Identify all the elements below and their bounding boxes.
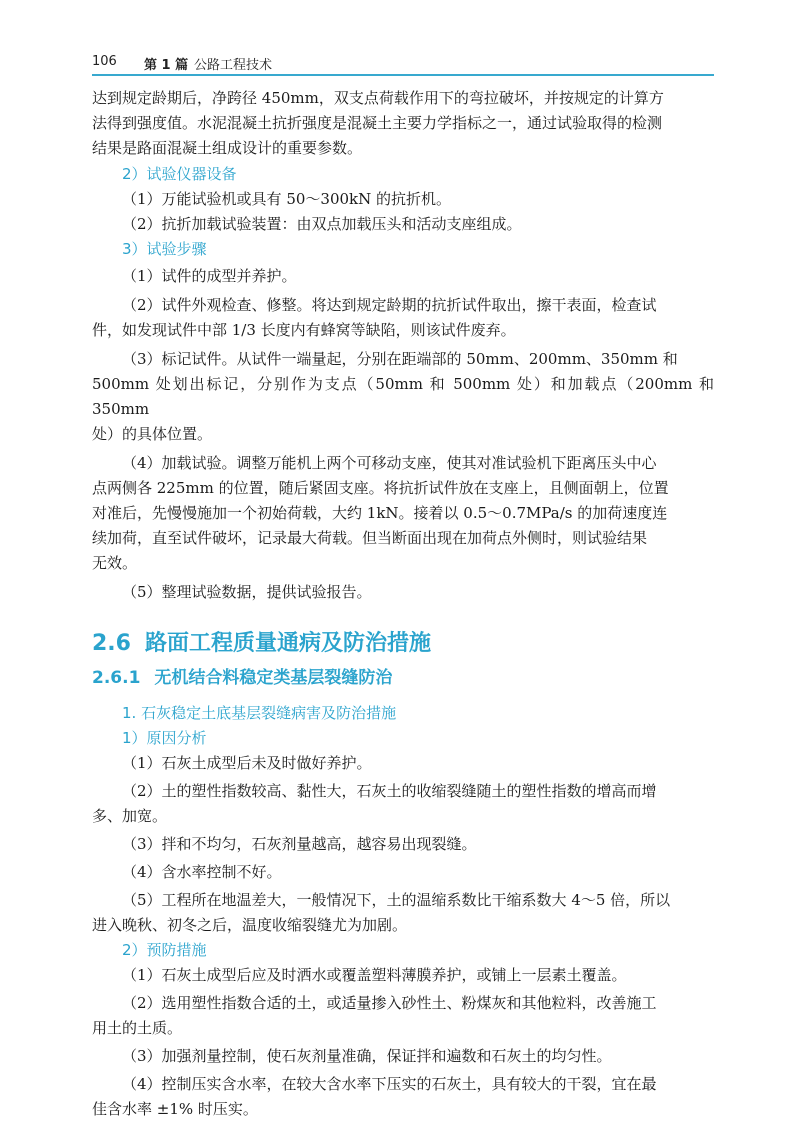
- intro-line: 达到规定龄期后，净跨径 450mm，双支点荷载作用下的弯拉破坏，并按规定的计算方: [92, 89, 664, 107]
- intro-paragraph: [92, 86, 714, 161]
- step-item: （4）加载试验。调整万能机上两个可移动支座，使其对准试验机下距离压头中心 点两侧各 225mm 的位置，随后紧固支座。将抗折试件放在支座上，且侧面朝上，位置 对准后，先慢慢施加一个初始荷载，大约 1kN。接着以 0.5～0.7MPa/s 的加荷速度连 续加荷，直至试件破坏，记录最大荷载。但当断面出现在加荷点外侧时，则试验结果 无效。: [92, 454, 669, 572]
- intro-line: 结果是路面混凝土组成设计的重要参数。: [92, 139, 363, 157]
- header-rule: [92, 74, 714, 76]
- topic-heading: 1. 石灰稳定土底基层裂缝病害及防治措施: [122, 704, 397, 722]
- subsection-number: 2.6.1: [92, 668, 141, 688]
- cause-item: （2）土的塑性指数较高、黏性大，石灰土的收缩裂缝随土的塑性指数的增高而增 多、加宽。: [92, 782, 657, 825]
- prevention-heading: 2）预防措施: [122, 941, 207, 959]
- equipment-item: （2）抗折加载试验装置：由双点加载压头和活动支座组成。: [122, 215, 522, 233]
- cause-item: （5）工程所在地温差大，一般情况下，土的温缩系数比干缩系数大 4～5 倍，所以 进入晚秋、初冬之后，温度收缩裂缝尤为加剧。: [92, 891, 671, 934]
- prevention-item: （1）石灰土成型后应及时洒水或覆盖塑料薄膜养护，或铺上一层素土覆盖。: [122, 966, 627, 984]
- cause-item: （4）含水率控制不好。: [122, 863, 282, 881]
- step-item: （5）整理试验数据，提供试验报告。: [122, 583, 372, 601]
- step-item: （1）试件的成型并养护。: [122, 267, 297, 285]
- step-item: （2）试件外观检查、修整。将达到规定龄期的抗折试件取出，擦干表面，检查试 件，如发现试件中部 1/3 长度内有蜂窝等缺陷，则该试件废弃。: [92, 296, 657, 339]
- section-heading: [92, 629, 714, 659]
- equipment-item: （1）万能试验机或具有 50～300kN 的抗折机。: [122, 190, 452, 208]
- equipment-heading: 2）试验仪器设备: [122, 165, 237, 183]
- step-item: （3）标记试件。从试件一端量起，分别在距端部的 50mm、200mm、350mm 和 500mm 处划出标记，分别作为支点（50mm 和 500mm 处）和加载点（200mm 和 350mm 处）的具体位置。: [92, 350, 714, 443]
- steps-heading: 3）试验步骤: [122, 240, 207, 258]
- section-title: 路面工程质量通病及防治措施: [144, 631, 431, 656]
- causes-heading: 1）原因分析: [122, 729, 207, 747]
- page-header: [92, 52, 712, 74]
- page-body: [92, 86, 714, 1122]
- cause-item: （3）拌和不均匀，石灰剂量越高，越容易出现裂缝。: [122, 835, 477, 853]
- prevention-item: （3）加强剂量控制，使石灰剂量准确，保证拌和遍数和石灰土的均匀性。: [122, 1047, 612, 1065]
- prevention-item: （4）控制压实含水率，在较大含水率下压实的石灰土，具有较大的干裂，宜在最 佳含水率 ±1% 时压实。: [92, 1075, 657, 1118]
- subsection-heading: [92, 665, 714, 691]
- section-number: 2.6: [92, 631, 131, 656]
- subsection-title: 无机结合料稳定类基层裂缝防治: [154, 668, 393, 688]
- page-number: 106: [92, 54, 117, 69]
- prevention-item: （2）选用塑性指数合适的土，或适量掺入砂性土、粉煤灰和其他粒料，改善施工 用土的土质。: [92, 994, 657, 1037]
- intro-line: 法得到强度值。水泥混凝土抗折强度是混凝土主要力学指标之一，通过试验取得的检测: [92, 114, 663, 132]
- cause-item: （1）石灰土成型后未及时做好养护。: [122, 754, 372, 772]
- part-label: 第 1 篇: [144, 58, 189, 73]
- running-title: 公路工程技术: [194, 58, 273, 73]
